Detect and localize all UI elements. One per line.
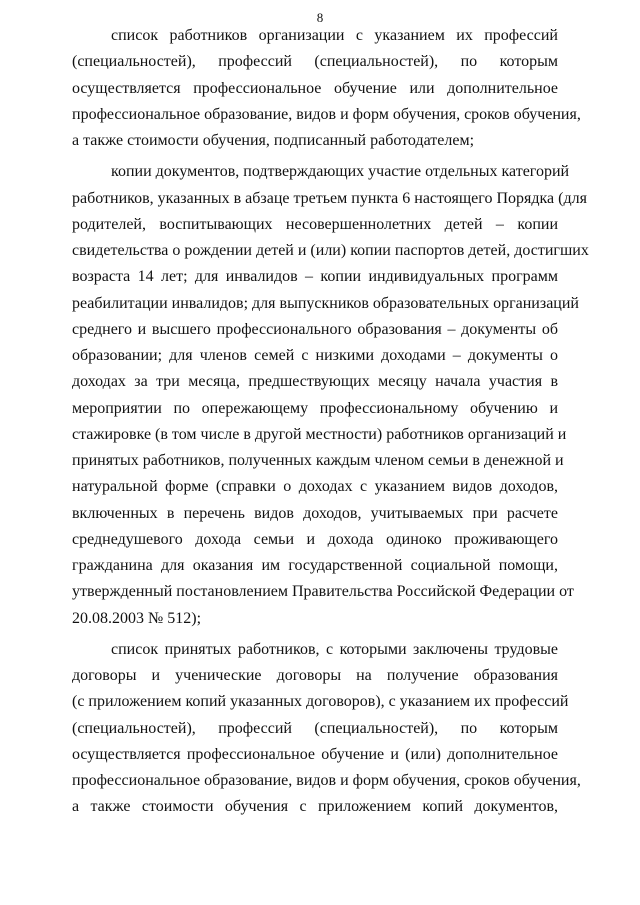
- text-line: родителей, воспитывающих несовершеннолетних детей – копии: [72, 215, 558, 233]
- text-line: реабилитации инвалидов; для выпускников образовательных организаций: [72, 294, 579, 312]
- text-line: (специальностей), профессий (специальностей), по которым: [72, 53, 558, 71]
- text-line: (специальностей), профессий (специальностей), по которым: [72, 719, 558, 737]
- text-line: гражданина для оказания им государственной социальной помощи,: [72, 557, 558, 574]
- text-line: профессиональное образование, видов и форм обучения, сроков обучения,: [72, 105, 581, 123]
- page-number: 8: [316, 10, 324, 25]
- text-line: договоры и ученические договоры на получение образования: [72, 667, 558, 684]
- text-line: а также стоимости обучения, подписанный работодателем;: [72, 132, 475, 149]
- text-line: (с приложением копий указанных договоров), с указанием их профессий: [72, 693, 569, 711]
- text-line: список принятых работников, с которыми заключены трудовые: [111, 640, 558, 658]
- text-line: осуществляется профессиональное обучение и (или) дополнительное: [72, 745, 558, 763]
- text-line: работников, указанных в абзаце третьем пункта 6 настоящего Порядка (для: [72, 189, 587, 207]
- text-line: натуральной форме (справки о доходах с указанием видов доходов,: [72, 478, 558, 496]
- text-line: список работников организации с указанием их профессий: [111, 27, 558, 44]
- text-line: а также стоимости обучения с приложением копий документов,: [72, 798, 558, 816]
- text-line: принятых работников, полученных каждым членом семьи в денежной и: [72, 452, 564, 469]
- text-line: доходах за три месяца, предшествующих месяцу начала участия в: [72, 373, 558, 391]
- document-body: [72, 23, 589, 821]
- text-line: 20.08.2003 № 512);: [72, 609, 202, 627]
- text-line: мероприятии по опережающему профессиональному обучению и: [72, 399, 558, 417]
- text-line: возраста 14 лет; для инвалидов – копии индивидуальных программ: [72, 268, 558, 286]
- text-line: среднего и высшего профессионального образования – документы об: [72, 320, 558, 338]
- text-line: включенных в перечень видов доходов, учитываемых при расчете: [72, 504, 558, 522]
- text-line: стажировке (в том числе в другой местности) работников организаций и: [72, 425, 567, 443]
- text-line: утвержденный постановлением Правительства Российской Федерации от: [72, 583, 574, 601]
- text-line: образовании; для членов семей с низкими доходами – документы о: [72, 347, 558, 364]
- text-line: профессиональное образование, видов и форм обучения, сроков обучения,: [72, 772, 581, 789]
- text-line: копии документов, подтверждающих участие отдельных категорий: [111, 163, 570, 181]
- text-line: осуществляется профессиональное обучение или дополнительное: [72, 79, 558, 97]
- paragraph-document-copies: [72, 159, 589, 632]
- paragraph-hired-staff-list: [72, 637, 581, 821]
- text-line: среднедушевого дохода семьи и дохода одиноко проживающего: [72, 530, 558, 548]
- paragraph-staff-list: [72, 23, 581, 154]
- text-line: свидетельства о рождении детей и (или) копии паспортов детей, достигших: [72, 242, 589, 259]
